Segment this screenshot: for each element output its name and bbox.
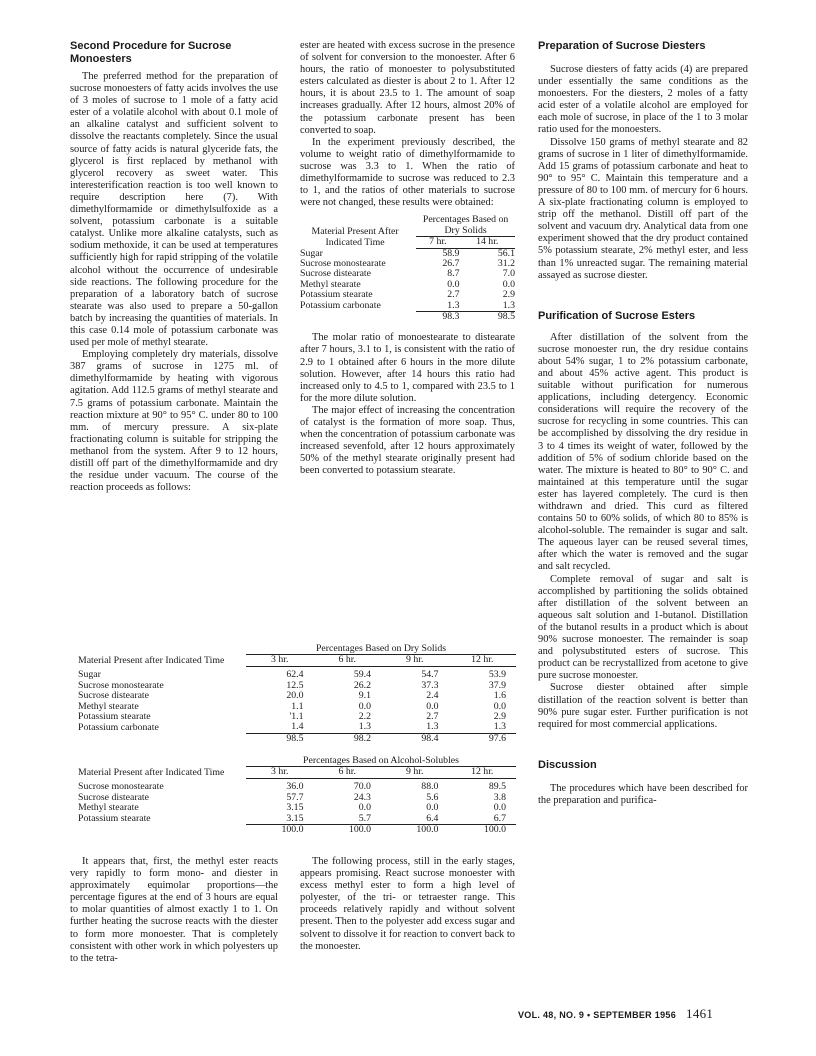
- paragraph: ester are heated with excess sucrose in the presence of solvent for conversion to the monoester. After 6 hours, the ratio of monoester to polysubstituted esters calculated as diester is about 2 to 1. After 12 hours, it is about 23.5 to 1. The amount of soap increases gradually. After 12 hours, almost 20% of the potassium carbonate present has been converted to soap.: [300, 40, 515, 136]
- table-row-label: Methyl stearate: [78, 700, 139, 712]
- table-column-header: 9 hr.: [381, 655, 449, 666]
- table-cell: 53.9: [488, 669, 506, 681]
- results-table-dilution: [300, 215, 515, 322]
- paragraph: Employing completely dry materials, dissolve 387 grams of sucrose in 1275 ml. of dimethylformamide by heating with vigorous agitation. Add 112.5 grams of methyl stearate and 7.5 grams of potassium carbonate. Maintain the reaction mixture at 90° to 95° C. under 80 to 100 mm. of mercury pressure. A six-plate fractionating column is suitable for stripping the methanol from the system. After 9 to 12 hours, distill off part of the dimethylformamide and dry the residue under vacuum. The course of the reaction proceeds as follows:: [70, 349, 278, 494]
- table-cell: 0.0: [447, 278, 460, 290]
- table-cell: 2.7: [426, 710, 439, 722]
- table-column-header: 7 hr.: [416, 237, 459, 248]
- table-cell: 88.0: [421, 781, 439, 793]
- table-cell: 20.0: [286, 690, 304, 702]
- table-group-header: Percentages Based on Alcohol-Solubles: [246, 756, 516, 767]
- table-cell: 5.7: [358, 812, 371, 824]
- table-row-label: Sugar: [78, 669, 101, 681]
- table-total: 98.4: [381, 733, 449, 744]
- table-row-label: Potassium carbonate: [78, 721, 159, 733]
- table-cell: 6.7: [493, 812, 506, 824]
- table-cell: 1.3: [426, 721, 439, 733]
- table-cell: '1.1: [289, 710, 304, 722]
- table-cell: 2.9: [493, 710, 506, 722]
- table-cell: 1.4: [291, 721, 304, 733]
- paragraph: Sucrose diesters of fatty acids (4) are prepared under essentially the same conditions as the monoesters. For the diesters, 2 moles of a fatty acid ester of a volatile alcohol are employed for each mole of sucrose, in place of the 1 to 3 molar ratio used for the monoesters.: [538, 64, 748, 136]
- table-cell: 0.0: [502, 278, 515, 290]
- table-row-label: Sucrose monostearate: [300, 257, 386, 269]
- column-3: [538, 40, 748, 807]
- table-cell: 3.15: [286, 812, 304, 824]
- table-total: 98.2: [314, 733, 382, 744]
- paragraph: The procedures which have been described for the preparation and purifica-: [538, 782, 748, 806]
- paragraph: The molar ratio of monoestearate to distearate after 7 hours, 3.1 to 1, is consistent with the ratio of 2.9 to 1 obtained after 6 hours in the more dilute solution. However, after 14 hours this ratio had increased only to 4.5 to 1, compared with 23.5 to 1 for the more dilute solution.: [300, 332, 515, 404]
- table-total: 100.0: [381, 824, 448, 835]
- table-cell: 0.0: [426, 802, 439, 814]
- column-2-bottom: [300, 856, 515, 953]
- table-cell: 37.9: [488, 679, 506, 691]
- section-heading-discussion: Discussion: [538, 758, 597, 771]
- table-cell: 2.9: [502, 289, 515, 301]
- table-cell: 56.1: [497, 247, 515, 259]
- table-row-label: Methyl stearate: [78, 802, 139, 814]
- table-cell: 12.5: [286, 679, 304, 691]
- table-cell: 24.3: [353, 791, 371, 803]
- table-cell: 8.7: [447, 268, 460, 280]
- table-cell: 89.5: [488, 781, 506, 793]
- column-1-bottom: [70, 856, 278, 965]
- table-row-label: Sucrose distearate: [300, 268, 371, 280]
- table-cell: 0.0: [493, 700, 506, 712]
- table-total: 100.0: [246, 824, 313, 835]
- table-total: 98.3: [416, 311, 459, 322]
- table-cell: 2.2: [358, 710, 371, 722]
- table-cell: 9.1: [358, 690, 371, 702]
- table-cell: 58.9: [442, 247, 460, 259]
- table-cell: 57.7: [286, 791, 304, 803]
- table-label-header: Material Present After Indicated Time: [311, 226, 399, 248]
- page-number: 1461: [686, 1006, 714, 1021]
- table-row-label: Potassium carbonate: [300, 300, 381, 312]
- table-cell: 26.2: [353, 679, 371, 691]
- journal-issue: VOL. 48, NO. 9 • SEPTEMBER 1956: [518, 1010, 677, 1020]
- table-cell: 7.0: [502, 268, 515, 280]
- paragraph: It appears that, first, the methyl ester reacts very rapidly to form mono- and diester in approximately equimolar proportions—the percentage figures at the end of 3 hours are equal to molar quantities of almost exactly 1 to 1. On further heating the sucrose reacts with the diester to form more monoester. That is completely consistent with other work in which polyesters up to the tetra-: [70, 856, 278, 964]
- table-cell: 1.3: [358, 721, 371, 733]
- table-total: 97.6: [449, 733, 517, 744]
- table-column-header: 12 hr.: [448, 767, 516, 778]
- table-row-label: Methyl stearate: [300, 278, 361, 290]
- table-row-label: Sucrose monostearate: [78, 781, 164, 793]
- column-1: [70, 40, 278, 494]
- table-cell: 1.3: [502, 299, 515, 311]
- table-row-label: Sucrose distearate: [78, 690, 149, 702]
- paragraph: After distillation of the solvent from the sucrose monoester run, the dry residue contains about 54% sugar, 1 to 2% potassium carbonate, and about 45% active agent. This product is suitable without purification for numerous applications, including detergency. Economic considerations will require the recovery of the sucrose for recycling in some countries. This can be accomplished by dissolving the dry residue in 3 to 4 times its weight of water, followed by the addition of 5% of sodium chloride based on the water. The mixture is heated to 80° to 90° C. and maintained at this temperature until the sugar ester has layered completely. The curd is then withdrawn and dried. This curd as filtered contains 50 to 60% solids, of which 80 to 85% is alcohol-soluble. The remainder is sugar and salt. The aqueous layer can be reused several times, after which the water is removed and the sugar and salt recycled.: [538, 331, 748, 573]
- table-cell: 1.3: [493, 721, 506, 733]
- table-column-header: 6 hr.: [314, 655, 382, 666]
- table-cell: 59.4: [353, 669, 371, 681]
- table-column-header: 6 hr.: [313, 767, 380, 778]
- paragraph: Sucrose diester obtained after simple distillation of the reaction solvent is better than 90% pure sugar ester. Further purification is not required for most commercial applications.: [538, 682, 748, 730]
- table-group-header: Percentages Based on Dry Solids: [422, 214, 509, 236]
- table-cell: 0.0: [426, 700, 439, 712]
- table-total: 98.5: [459, 311, 515, 322]
- results-table-dry-solids: [74, 644, 516, 744]
- paragraph: The major effect of increasing the concentration of catalyst is the formation of more soap. Thus, when the concentration of potassium carbonate was increased sevenfold, after 12 hours approximately 50% of the methyl stearate originally present had been converted to potassium stearate.: [300, 404, 515, 477]
- section-heading-second-procedure: Second Procedure for Sucrose Monoesters: [70, 40, 232, 65]
- column-2: [300, 40, 515, 478]
- table-cell: 1.1: [291, 700, 304, 712]
- table-cell: 0.0: [358, 700, 371, 712]
- table-cell: 31.2: [497, 257, 515, 269]
- table-cell: 2.7: [447, 289, 460, 301]
- table-cell: 3.15: [286, 802, 304, 814]
- table-row-label: Sugar: [300, 247, 323, 259]
- table-column-header: 3 hr.: [246, 767, 313, 778]
- table-label-header: Material Present after Indicated Time: [78, 654, 225, 666]
- table-column-header: 9 hr.: [381, 767, 448, 778]
- table-cell: 1.6: [493, 690, 506, 702]
- paragraph: Dissolve 150 grams of methyl stearate and 82 grams of sucrose in 1 liter of dimethylformamide. Add 15 grams of potassium carbonate and heat to 90° to 95° C. Maintain this temperature and a pressure of 80 to 100 mm. of mercury for 6 hours. A six-plate fractionating column is employed to strip off the methanol. Distill off part of the solvent and vacuum dry. Analytical data from one experiment showed that the dry product contained 5% potassium stearate, 2% methyl ester, and less than 1% unreacted sugar. The remaining material assayed as sucrose diester.: [538, 136, 748, 281]
- table-cell: 54.7: [421, 669, 439, 681]
- table-cell: 1.3: [447, 299, 460, 311]
- table-total: 100.0: [448, 824, 516, 835]
- table-cell: 6.4: [426, 812, 439, 824]
- table-cell: 70.0: [353, 781, 371, 793]
- table-cell: 2.4: [426, 690, 439, 702]
- table-group-header: Percentages Based on Dry Solids: [246, 644, 516, 655]
- paragraph: Complete removal of sugar and salt is accomplished by partitioning the solids obtained after distillation of the solvent between an aqueous salt solution and 1-butanol. Distillation of the butanol results in a product which is about 90% sucrose monoester. The remainder is soap and polysubstituted esters of sucrose. This product can be recrystallized from acetone to give pure sucrose monoester.: [538, 573, 748, 682]
- table-row-label: Potassium stearate: [78, 813, 151, 825]
- table-cell: 36.0: [286, 781, 304, 793]
- table-cell: 0.0: [493, 802, 506, 814]
- table-row-label: Sucrose distearate: [78, 791, 149, 803]
- table-row-label: Potassium stearate: [78, 710, 151, 722]
- paragraph: The following process, still in the early stages, appears promising. React sucrose monoester with excess methyl ester to form a high level of polyester, of the tri- or tetraester range. This proceeds relatively rapidly and without solvent present. Then to the polyester add excess sugar and solvent to dissolve it for reaction to convert back to the monoester.: [300, 856, 515, 952]
- table-total: 98.5: [246, 733, 314, 744]
- table-label-header: Material Present after Indicated Time: [78, 766, 225, 778]
- section-heading-diesters: Preparation of Sucrose Diesters: [538, 40, 706, 52]
- table-column-header: 14 hr.: [459, 237, 515, 248]
- table-cell: 37.3: [421, 679, 439, 691]
- table-row-label: Potassium stearate: [300, 289, 373, 301]
- paragraph: In the experiment previously described, the volume to weight ratio of dimethylformamide to sucrose was 3.3 to 1. When the ratio of dimethylformamide to sucrose was reduced to 2.3 to 1, and the ratios of other materials to sucrose were not changed, these results were obtained:: [300, 136, 515, 209]
- table-column-header: 3 hr.: [246, 655, 314, 666]
- page-footer: [518, 1006, 713, 1022]
- results-table-alcohol-solubles: [74, 756, 516, 835]
- table-column-header: 12 hr.: [449, 655, 517, 666]
- table-cell: 3.8: [493, 791, 506, 803]
- table-cell: 5.6: [426, 791, 439, 803]
- table-cell: 0.0: [358, 802, 371, 814]
- table-total: 100.0: [313, 824, 380, 835]
- table-cell: 26.7: [442, 257, 460, 269]
- table-cell: 62.4: [286, 669, 304, 681]
- section-heading-purification: Purification of Sucrose Esters: [538, 309, 696, 322]
- table-row-label: Sucrose monostearate: [78, 679, 164, 691]
- paragraph: The preferred method for the preparation of sucrose monoesters of fatty acids involves the use of 3 moles of sucrose to 1 mole of a fatty acid ester of a volatile alcohol with about 0.1 mole of an alkaline catalyst and sufficient solvent to dissolve the reactants completely. Since the usual source of fatty acids is natural glyceride fats, the glycerol is first replaced by methanol with glycerol recovery as sweet water. This interesterification reaction is too well known to require description here (7). With dimethylformamide or dimethylsulfoxide as a solvent, potassium carbonate is a suitable catalyst. Unlike more alkaline catalysts, such as sodium methoxide, it can be used at temperatures sufficiently high for rapid stripping of the volatile alcohol without the occurrence of undesirable side reactions. The following procedure for the preparation of a laboratory batch of sucrose stearate was also used to prepare a 50-gallon batch by increasing the quantities of materials. In this case 0.14 mole of potassium carbonate was used per mole of methyl stearate.: [70, 71, 278, 349]
